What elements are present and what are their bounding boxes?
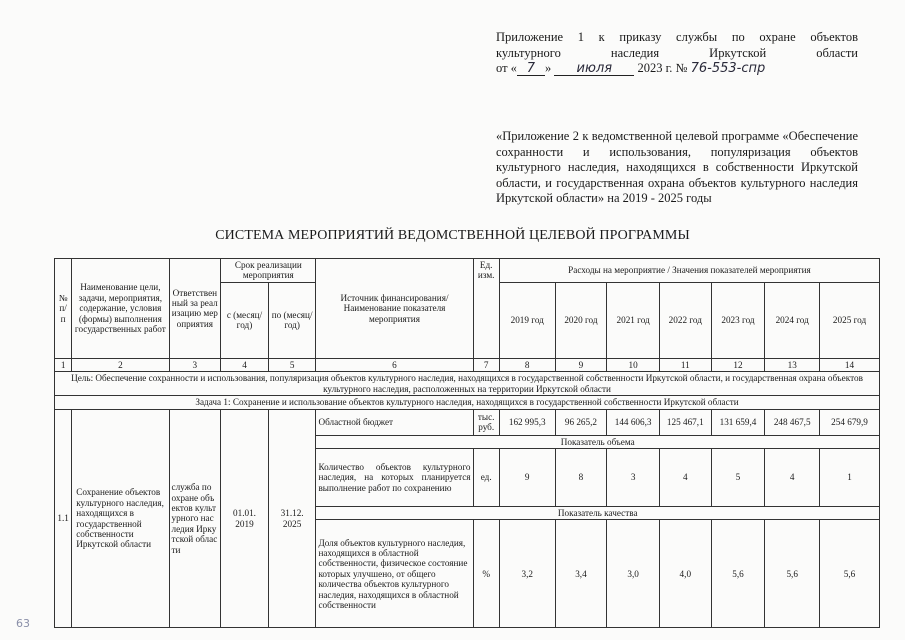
appendix1-day: 7 xyxy=(517,62,545,76)
item-num: 1.1 xyxy=(55,409,72,628)
header-year: 2023 год xyxy=(711,282,765,358)
appendix1-number: 76-553-спр xyxy=(690,61,766,76)
header-year: 2021 год xyxy=(607,282,660,358)
quality-value: 5,6 xyxy=(711,520,765,628)
quality-value: 3,0 xyxy=(607,520,660,628)
budget-unit: тыс. руб. xyxy=(473,409,499,435)
header-year: 2024 год xyxy=(765,282,820,358)
quality-value: 3,2 xyxy=(499,520,555,628)
quality-value: 5,6 xyxy=(765,520,820,628)
header-term-to: по (месяц/ год) xyxy=(268,282,316,358)
col-number: 12 xyxy=(711,358,765,371)
appendix1-year: 2023 г. № xyxy=(637,61,688,75)
col-number: 8 xyxy=(499,358,555,371)
item-resp: служба по охране объектов культурного наследия Иркутской области xyxy=(169,409,221,628)
header-name: Наименование цели, задачи, мероприятия, содержание, условия (формы) выполнения государственных работ xyxy=(72,259,169,359)
page-title: СИСТЕМА МЕРОПРИЯТИЙ ВЕДОМСТВЕННОЙ ЦЕЛЕВОЙ ПРОГРАММЫ xyxy=(215,228,690,243)
appendix1-mid: » xyxy=(544,61,552,75)
appendix1-month: июля xyxy=(554,62,634,76)
col-number: 2 xyxy=(72,358,169,371)
volume-name: Количество объектов культурного наследия, на которых планируется выполнение работ по сохранению xyxy=(316,449,473,507)
quality-unit: % xyxy=(473,520,499,628)
header-expenses: Расходы на мероприятие / Значения показателей мероприятия xyxy=(499,259,879,283)
item-name: Сохранение объектов культурного наследия, находящихся в государственной собственности Иркутской области xyxy=(72,409,169,628)
quality-header: Показатель качества xyxy=(316,507,880,520)
header-row-1 xyxy=(55,259,880,283)
col-number: 7 xyxy=(473,358,499,371)
appendix1-from: от « xyxy=(496,61,517,75)
quality-value: 3,4 xyxy=(555,520,607,628)
budget-row xyxy=(55,409,880,435)
budget-value: 162 995,3 xyxy=(499,409,555,435)
appendix1-line2: культурного наследия Иркутской области xyxy=(496,45,858,60)
goal-text: Цель: Обеспечение сохранности и использования, популяризация объектов культурного наследия, находящихся в государственной собственности Иркутской области, и государственная охрана объектов культурного наследия, расположенных на территории Иркутской области xyxy=(55,372,880,396)
budget-value: 144 606,3 xyxy=(607,409,660,435)
header-unit: Ед. изм. xyxy=(473,259,499,359)
quality-value: 5,6 xyxy=(820,520,880,628)
page-mark: 63 xyxy=(16,617,30,630)
budget-value: 96 265,2 xyxy=(555,409,607,435)
volume-value: 8 xyxy=(555,449,607,507)
budget-value: 131 659,4 xyxy=(711,409,765,435)
header-year: 2020 год xyxy=(555,282,607,358)
task-row xyxy=(55,396,880,409)
col-number: 6 xyxy=(316,358,473,371)
volume-unit: ед. xyxy=(473,449,499,507)
appendix2-text: «Приложение 2 к ведомственной целевой программе «Обеспечение сохранности и использования, популяризация объектов культурного наследия, находящихся в собственности Иркутской области, и государственная охрана объектов культурного наследия Иркутской области» на 2019 - 2025 годы xyxy=(496,129,858,205)
volume-value: 1 xyxy=(820,449,880,507)
header-term: Срок реализации мероприятия xyxy=(221,259,316,283)
col-number: 4 xyxy=(221,358,269,371)
col-number: 9 xyxy=(555,358,607,371)
budget-value: 125 467,1 xyxy=(659,409,711,435)
budget-value: 248 467,5 xyxy=(765,409,820,435)
volume-header: Показатель объема xyxy=(316,435,880,448)
budget-value: 254 679,9 xyxy=(820,409,880,435)
budget-source: Областной бюджет xyxy=(316,409,473,435)
col-number: 14 xyxy=(820,358,880,371)
measures-table xyxy=(54,258,880,628)
header-source: Источник финансирования/ Наименование показателя мероприятия xyxy=(316,259,473,359)
header-resp: Ответственный за реализацию мероприятия xyxy=(169,259,221,359)
appendix1-line1: Приложение 1 к приказу службы по охране объектов xyxy=(496,30,858,44)
item-term-from: 01.01. 2019 xyxy=(221,409,269,628)
volume-value: 4 xyxy=(765,449,820,507)
header-year: 2019 год xyxy=(499,282,555,358)
task-text: Задача 1: Сохранение и использование объектов культурного наследия, находящихся в государственной собственности Иркутской области xyxy=(55,396,880,409)
col-number: 10 xyxy=(607,358,660,371)
volume-value: 4 xyxy=(659,449,711,507)
quality-name: Доля объектов культурного наследия, находящихся в областной собственности, физическое состояние которых улучшено, от общего количества объектов культурного наследия, находящихся в областной собственности xyxy=(316,520,473,628)
item-term-to: 31.12. 2025 xyxy=(268,409,316,628)
header-term-from: с (месяц/ год) xyxy=(221,282,269,358)
volume-value: 9 xyxy=(499,449,555,507)
goal-row xyxy=(55,372,880,396)
header-year: 2022 год xyxy=(659,282,711,358)
appendix1-block xyxy=(496,30,858,77)
volume-value: 3 xyxy=(607,449,660,507)
column-number-row xyxy=(55,358,880,371)
col-number: 3 xyxy=(169,358,221,371)
quality-value: 4,0 xyxy=(659,520,711,628)
header-num: № п/п xyxy=(55,259,72,359)
col-number: 5 xyxy=(268,358,316,371)
volume-value: 5 xyxy=(711,449,765,507)
col-number: 11 xyxy=(659,358,711,371)
col-number: 13 xyxy=(765,358,820,371)
col-number: 1 xyxy=(55,358,72,371)
appendix1-date-line xyxy=(496,61,858,77)
header-year: 2025 год xyxy=(820,282,880,358)
appendix2-block xyxy=(496,129,858,207)
